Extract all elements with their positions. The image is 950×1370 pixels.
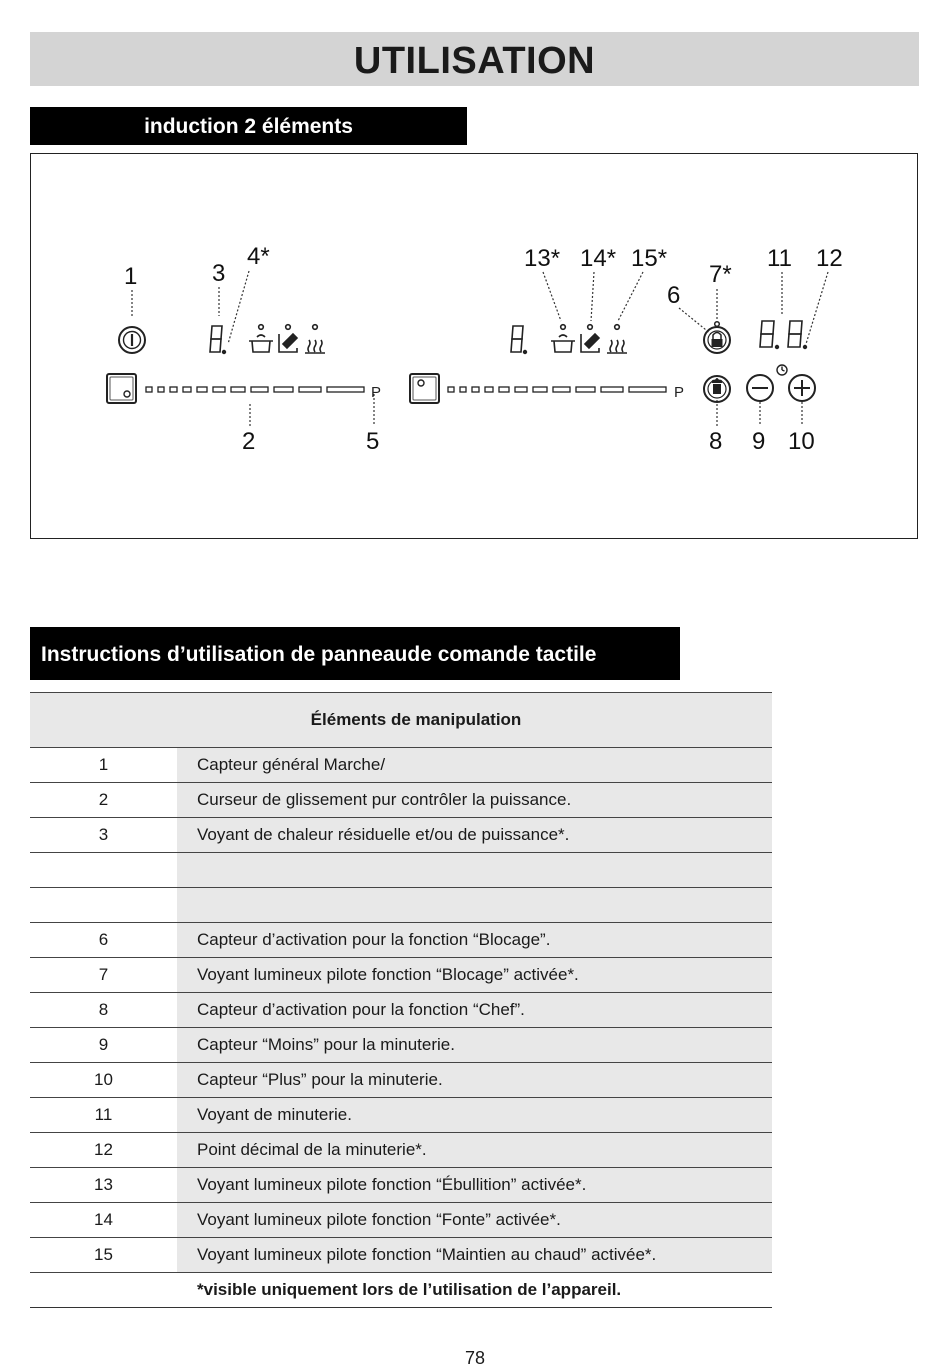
row-number: 2 bbox=[30, 783, 177, 818]
table-footnote-row bbox=[30, 1273, 772, 1308]
control-panel-diagram bbox=[30, 153, 918, 539]
boost-symbol-left[interactable]: P bbox=[371, 384, 382, 401]
timer-display bbox=[760, 321, 806, 348]
chef-button[interactable] bbox=[704, 376, 730, 402]
section-label: induction 2 éléments bbox=[30, 107, 467, 145]
footnote-spacer bbox=[30, 1273, 177, 1308]
row-number: 12 bbox=[30, 1133, 177, 1168]
page-number: 78 bbox=[464, 1348, 486, 1368]
power-slider-left[interactable] bbox=[146, 387, 364, 392]
keep-warm-icon-right bbox=[607, 325, 627, 353]
table-footnote: *visible uniquement lors de l’utilisation de l’appareil. bbox=[177, 1273, 772, 1308]
callout-11: 11 bbox=[767, 245, 792, 272]
row-description: Point décimal de la minuterie*. bbox=[177, 1133, 772, 1168]
callout-8: 8 bbox=[709, 428, 723, 455]
boil-icon bbox=[249, 325, 273, 352]
table-row bbox=[30, 1063, 772, 1098]
row-description: Voyant de chaleur résiduelle et/ou de puissance*. bbox=[177, 818, 772, 853]
row-number: 1 bbox=[30, 748, 177, 783]
boost-symbol-right[interactable]: P bbox=[674, 384, 685, 401]
row-number: 8 bbox=[30, 993, 177, 1028]
callout-4: 4* bbox=[247, 243, 270, 270]
power-button[interactable] bbox=[119, 327, 145, 353]
timer-minus-button[interactable] bbox=[747, 375, 773, 401]
callout-2: 2 bbox=[242, 428, 256, 455]
table-row bbox=[30, 1028, 772, 1063]
table-row bbox=[30, 958, 772, 993]
row-description: Voyant lumineux pilote fonction “Fonte” activée*. bbox=[177, 1203, 772, 1238]
zone-selector-right[interactable] bbox=[410, 374, 439, 403]
table-row bbox=[30, 993, 772, 1028]
row-description: Capteur “Moins” pour la minuterie. bbox=[177, 1028, 772, 1063]
row-description: Capteur “Plus” pour la minuterie. bbox=[177, 1063, 772, 1098]
row-description: Voyant lumineux pilote fonction “Blocage” activée*. bbox=[177, 958, 772, 993]
row-number: 14 bbox=[30, 1203, 177, 1238]
callout-12: 12 bbox=[816, 245, 843, 272]
table-header: Éléments de manipulation bbox=[30, 693, 772, 748]
row-number: 13 bbox=[30, 1168, 177, 1203]
row-description: Voyant lumineux pilote fonction “Maintien au chaud” activée*. bbox=[177, 1238, 772, 1273]
table-row bbox=[30, 888, 772, 923]
row-number: 7 bbox=[30, 958, 177, 993]
row-number: 15 bbox=[30, 1238, 177, 1273]
melt-icon bbox=[279, 325, 297, 352]
row-description: Capteur d’activation pour la fonction “Blocage”. bbox=[177, 923, 772, 958]
callout-13: 13* bbox=[524, 245, 561, 272]
table-row bbox=[30, 1203, 772, 1238]
callout-1: 1 bbox=[124, 263, 138, 290]
row-description: Capteur général Marche/ bbox=[177, 748, 772, 783]
row-description: Voyant lumineux pilote fonction “Ébullition” activée*. bbox=[177, 1168, 772, 1203]
callout-15: 15* bbox=[631, 245, 668, 272]
row-number bbox=[30, 853, 177, 888]
row-description: Voyant de minuterie. bbox=[177, 1098, 772, 1133]
row-number: 6 bbox=[30, 923, 177, 958]
row-number: 10 bbox=[30, 1063, 177, 1098]
power-level-display-right bbox=[511, 326, 526, 353]
callout-6: 6 bbox=[667, 282, 681, 309]
zone-selector-left[interactable] bbox=[107, 374, 136, 403]
lock-button[interactable] bbox=[704, 327, 730, 353]
table-row bbox=[30, 818, 772, 853]
row-number: 11 bbox=[30, 1098, 177, 1133]
table-row bbox=[30, 1238, 772, 1273]
power-level-display bbox=[210, 326, 225, 353]
row-description bbox=[177, 853, 772, 888]
table-row bbox=[30, 923, 772, 958]
row-number bbox=[30, 888, 177, 923]
row-description: Capteur d’activation pour la fonction “Chef”. bbox=[177, 993, 772, 1028]
row-description: Curseur de glissement pur contrôler la puissance. bbox=[177, 783, 772, 818]
power-slider-right[interactable] bbox=[448, 387, 666, 392]
table-row bbox=[30, 1168, 772, 1203]
row-number: 3 bbox=[30, 818, 177, 853]
table-row bbox=[30, 783, 772, 818]
boil-icon-right bbox=[551, 325, 575, 352]
instructions-title: Instructions d’utilisation de panneaude comande tactile bbox=[30, 627, 680, 680]
callout-3: 3 bbox=[212, 260, 226, 287]
timer-plus-button[interactable] bbox=[789, 375, 815, 401]
timer-clock-icon bbox=[777, 365, 787, 375]
controls-table bbox=[30, 692, 772, 1308]
table-row bbox=[30, 853, 772, 888]
callout-14: 14* bbox=[580, 245, 617, 272]
table-row bbox=[30, 1098, 772, 1133]
keep-warm-icon bbox=[305, 325, 325, 353]
leader-lines bbox=[132, 271, 828, 426]
page-title: UTILISATION bbox=[30, 32, 919, 86]
row-description bbox=[177, 888, 772, 923]
melt-icon-right bbox=[581, 325, 599, 352]
callout-9: 9 bbox=[752, 428, 766, 455]
row-number: 9 bbox=[30, 1028, 177, 1063]
table-row bbox=[30, 1133, 772, 1168]
callout-5: 5 bbox=[366, 428, 380, 455]
callout-10: 10 bbox=[788, 428, 815, 455]
table-row bbox=[30, 748, 772, 783]
lock-led bbox=[715, 322, 720, 327]
callout-7: 7* bbox=[709, 261, 732, 288]
